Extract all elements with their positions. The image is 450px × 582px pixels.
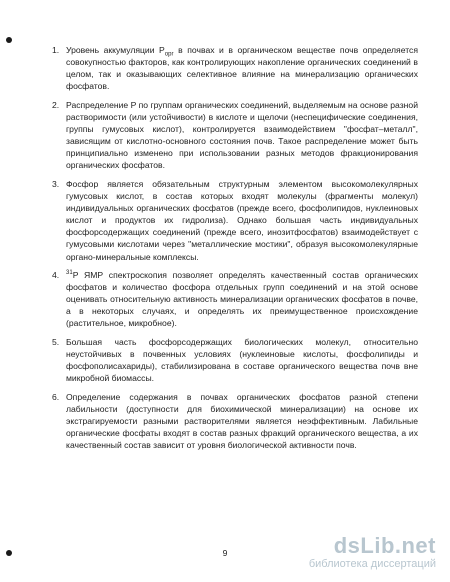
item-number: 5. — [52, 337, 60, 348]
list-item — [52, 336, 418, 384]
watermark — [309, 534, 436, 571]
item-text: Распределение P по группам органических соединений, выделяемым на основе разной растворимости (или устойчивости) в кислоте и щелочи (неспецифические соединения, группы гумусовых кислот), контролируется взаимодействием "фосфат–металл", зависящим от кислотно-основного состояния почв. Такое распределение может быть принципиально изменено при использовании разных методов фракционирования органических фосфатов. — [66, 99, 418, 171]
list-item — [52, 269, 418, 329]
item-number: 3. — [52, 178, 60, 189]
list-item — [52, 99, 418, 172]
item-number: 4. — [52, 270, 60, 281]
item-number: 2. — [52, 99, 60, 110]
item-number: 1. — [52, 45, 60, 55]
item-text: Уровень аккумуляции $P_{орг}$ в почвах и в органическом веществе почв определяется совокупностью факторов, как контролирующих накопление органических соединений в целом, так и оказывающих селективное влияние на минерализацию органических фосфатов. — [66, 45, 418, 92]
item-text: $^{31}$P ЯМР спектроскопия позволяет определять качественный состав органических фосфатов и количество фосфора отдельных групп соединений и на этой основе оценивать относительную активность минерализации органических фосфатов в почве, а в некоторых случаях, и определять их преимущественное происхождение (растительное, микробное). — [66, 270, 418, 329]
item-text: Большая часть фосфорсодержащих биологических молекул, относительно неустойчивых в почвенных условиях (нуклеиновые кислоты, фосфолипиды и фосфополисахариды), стабилизирована в составе органического вещества почв вне микробной биомассы. — [66, 337, 418, 384]
page-number: 9 — [222, 548, 228, 558]
item-text: Фосфор является обязательным структурным элементом высокомолекулярных гумусовых кислот, в состав которых входят молекулы (фрагменты молекул) индивидуальных органических фосфатов (прежде всего, фосфолипидов, нуклеиновых кислот и продуктов их гидролиза). Однако большая часть индивидуальных фосфорсодержащих соединений (прежде всего, инозитфосфатов) взаимодействует с гумусовыми кислотами через "металлические мостики", образуя высокомолекулярные органо-минеральные комплексы. — [66, 178, 418, 262]
conclusions-list — [52, 44, 418, 458]
watermark-subtitle: библиотека диссертаций — [308, 558, 436, 570]
bullet-dot-icon — [6, 37, 12, 43]
list-item — [52, 178, 418, 263]
list-item — [52, 391, 418, 451]
item-text: Определение содержания в почвах органических фосфатов разной степени лабильности (доступности для биохимической минерализации) на основе их экстрагируемости разными растворителями является неэффективным. Лабильные органические фосфаты входят в состав разных фракций органического вещества, а их качественный состав зависит от уровня биологической активности почв. — [66, 391, 418, 451]
item-number: 6. — [52, 391, 60, 402]
watermark-logo: dsLib.net — [333, 533, 436, 558]
list-item — [52, 44, 418, 92]
